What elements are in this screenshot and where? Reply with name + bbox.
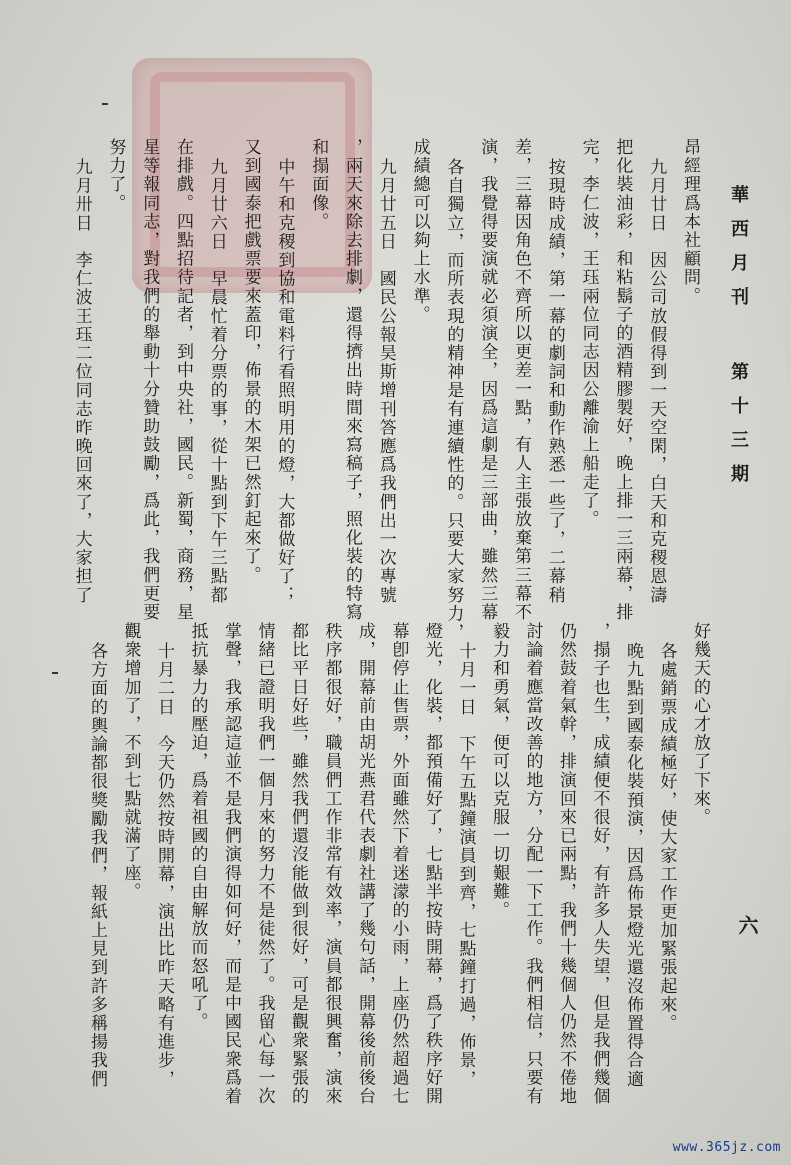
- text-column: 九月卅日 李仁波王珏二位同志昨晚回來了，大家担了: [71, 158, 92, 605]
- text-column: 在排戲。四點招待記者，到中央社，國民。新蜀，商務，星: [173, 138, 193, 622]
- text-column: 成，開幕前由胡光燕君代表劇社講了幾句話，開幕後前後台: [355, 622, 375, 1106]
- text-column: 情緒已證明我們一個月來的努力不是徒然了。我留心每一次: [254, 622, 275, 1106]
- text-column: 昂經理爲本社顧問。: [680, 138, 700, 306]
- text-column: 討論着應當改善的地方，分配一下工作。我們相信，只要有: [522, 622, 543, 1106]
- text-column: 中午和克稷到協和電料行看照明用的燈，大都做好了；: [274, 158, 295, 605]
- text-column: 抵抗暴力的壓迫，爲着祖國的自由解放而怒吼了。: [187, 622, 208, 1032]
- text-column: 星等報同志，對我們的舉動十分贊助鼓勵，爲此，我們更要: [139, 138, 160, 622]
- text-column: 各自獨立，而所表現的精神是有連續性的。只要大家努力，: [443, 158, 464, 642]
- issue-number: 第十三期: [728, 362, 749, 498]
- text-column: 和搨面像。: [308, 138, 329, 231]
- margin-mark: [52, 672, 58, 674]
- text-column: 秩序都很好，職員們工作非常有效率，演員都很興奮，演來: [321, 622, 342, 1106]
- text-column: 仍然鼓着氣幹，排演回來已兩點，我們十幾個人仍然不倦地: [556, 622, 576, 1106]
- text-column: 九月廿六日 早晨忙着分票的事，從十點到下午三點都: [206, 158, 227, 605]
- text-column: 毅力和勇氣，便可以克服一切艱難。: [489, 622, 509, 920]
- text-column: ，搨子也生，成績便不很好，有許多人失望，但是我們幾個: [589, 622, 610, 1106]
- margin-mark: [102, 103, 108, 105]
- text-column: 演，我覺得要演就必須演全，因爲這劇是三部曲，雖然三幕: [477, 138, 498, 622]
- text-column: 掌聲，我承認這並不是我們演得如何好，而是中國民衆爲着: [221, 622, 241, 1106]
- text-column: ，兩天來除去排劇，還得擠出時間來寫稿子，照化裝的特寫: [342, 138, 362, 622]
- text-column: 九月廿日 因公司放假得到一天空閑，白天和克稷恩濤: [646, 158, 667, 605]
- text-column: 把化裝油彩，和粘鬍子的酒精膠製好，晚上排一三兩幕，排: [612, 138, 633, 622]
- text-column: 十月一日 下午五點鐘演員到齊，七點鐘打過，佈景，: [455, 642, 476, 1089]
- text-column: 九月廿五日 國民公報昊斯增刊答應爲我們出一次專號: [375, 158, 396, 605]
- text-column: 又到國泰把戲票要來蓋印，佈景的木架已然釘起來了。: [240, 138, 261, 585]
- text-column: 晚九點到國泰化裝預演，因爲佈景燈光還沒佈置得合適: [623, 642, 643, 1089]
- text-column: 各處銷票成績極好，使大家工作更加緊張起來。: [656, 642, 677, 1033]
- text-column: 觀衆增加了，不到七點就滿了座。: [120, 622, 141, 901]
- text-column: 成績總可以夠上水準。: [409, 138, 430, 324]
- text-column: 努力了。: [105, 138, 126, 213]
- text-column: 好幾天的心才放了下來。: [690, 622, 710, 827]
- text-column: 燈光，化裝，都預備好了，七點半按時開幕，爲了秩序好開: [422, 622, 442, 1106]
- text-column: 都比平日好些，雖然我們還沒能做到很好，可是觀衆緊張的: [288, 622, 308, 1106]
- text-column: 按現時成績，第一幕的劇詞和動作熟悉一些了，二幕稍: [544, 158, 565, 605]
- text-column: 幕卽停止售票，外面雖然下着迷濛的小雨，上座仍然超過七: [388, 622, 409, 1106]
- journal-title: 華西月刊: [728, 185, 749, 321]
- text-column: 差，三幕因角色不齊所以更差一點，有人主張放棄第三幕不: [511, 138, 531, 622]
- text-column: 完，李仁波，王珏兩位同志因公離渝上船走了。: [578, 138, 599, 529]
- site-watermark: www.365jz.com: [672, 1140, 781, 1155]
- text-column: 各方面的輿論都很獎勵我們，報紙上見到許多稱揚我們: [87, 642, 107, 1089]
- text-column: 十月二日 今天仍然按時開幕，演出比昨天略有進步，: [154, 642, 174, 1089]
- page-number: 六: [735, 915, 759, 937]
